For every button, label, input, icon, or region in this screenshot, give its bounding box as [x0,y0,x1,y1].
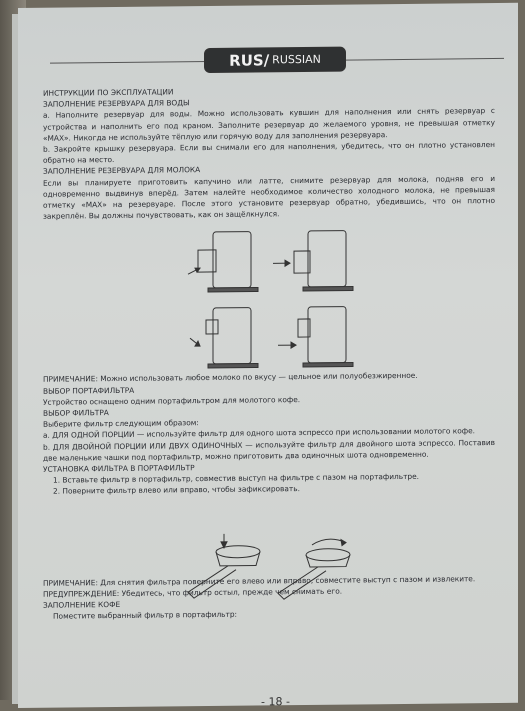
machine-3 [190,307,258,368]
install-step-2: 2. Поверните фильтр влево или вправо, чтобы зафиксировать. [43,481,495,497]
language-name: RUSSIAN [272,53,321,67]
machine-4 [278,306,353,367]
language-header [204,47,346,73]
milk-text: Если вы планируете приготовить капучино или латте, снимите резервуар для молока, подняв его и одновременно выдвинув вперёд. Затем налейте необходимое количество холодного молока, не превышая отметку «MAX» на резервуаре. После этого установите резервуар обратно, убедившись, что он плотно закреплён. Вы должны почувствовать, как он защёлкнулся. [43,173,495,223]
water-step-a: a. Наполните резервуар для воды. Можно использовать кувшин для наполнения или снять резервуар с устройства и наполнить его под краном. Заполните резервуар до желаемого уровня, не превышая отметку «MAX». Никогда не используйте тёплую или горячую воду для заполнения резервуара. [43,105,495,143]
milk-note: ПРИМЕЧАНИЕ: Можно использовать любое молоко по вкусу — цельное или полуобезжиренное. [43,369,495,385]
filter-intro: Выберите фильтр следующим образом: [43,414,495,430]
water-heading: ЗАПОЛНЕНИЕ РЕЗЕРВУАРА ДЛЯ ВОДЫ [43,94,495,110]
water-step-b: b. Закройте крышку резервуара. Если вы снимали его для наполнения, убедитесь, что он плотно установлен обратно на место. [43,139,495,166]
language-code: RUS/ [229,51,269,69]
machine-2 [273,230,353,291]
portafilter-illustration [178,530,378,604]
milk-heading: ЗАПОЛНЕНИЕ РЕЗЕРВУАРА ДЛЯ МОЛОКА [43,161,495,177]
machine-1 [188,231,258,292]
manual-page [18,3,518,708]
coffee-text: Поместите выбранный фильтр в портафильтр: [43,606,495,622]
install-step-1: 1. Вставьте фильтр в портафильтр, совместив выступ на фильтре с пазом на портафильтре. [43,470,495,486]
remove-note: ПРИМЕЧАНИЕ: Для снятия фильтра поверните его влево или вправо, совместите выступ с пазом и извлеките. [43,573,495,589]
warning-text: ПРЕДУПРЕЖДЕНИЕ: Убедитесь, что фильтр остыл, прежде чем снимать его. [43,584,495,600]
coffee-heading: ЗАПОЛНЕНИЕ КОФЕ [43,595,495,611]
filter-option-a: a. ДЛЯ ОДНОЙ ПОРЦИИ — используйте фильтр для одного шота эспрессо при использовании молотого кофе. [43,425,495,441]
portafilter-heading: ВЫБОР ПОРТАФИЛЬТРА [43,381,495,397]
section-title: ИНСТРУКЦИИ ПО ЭКСПЛУАТАЦИИ [43,83,495,99]
page-number: - 18 - [261,695,290,708]
portafilter-2 [278,539,350,599]
portafilter-text: Устройство оснащено одним портафильтром для молотого кофе. [43,392,495,408]
machine-illustration [168,226,358,380]
filter-heading: ВЫБОР ФИЛЬТРА [43,403,495,419]
portafilter-1 [188,533,260,598]
filter-option-b: b. ДЛЯ ДВОЙНОЙ ПОРЦИИ ИЛИ ДВУХ ОДИНОЧНЫХ — используйте фильтр для двойного шота эспрессо. Поставив две маленькие чашки под портафильтр, можно приготовить два одиночных шота одновременно. [43,437,495,464]
install-heading: УСТАНОВКА ФИЛЬТРА В ПОРТАФИЛЬТР [43,459,495,475]
